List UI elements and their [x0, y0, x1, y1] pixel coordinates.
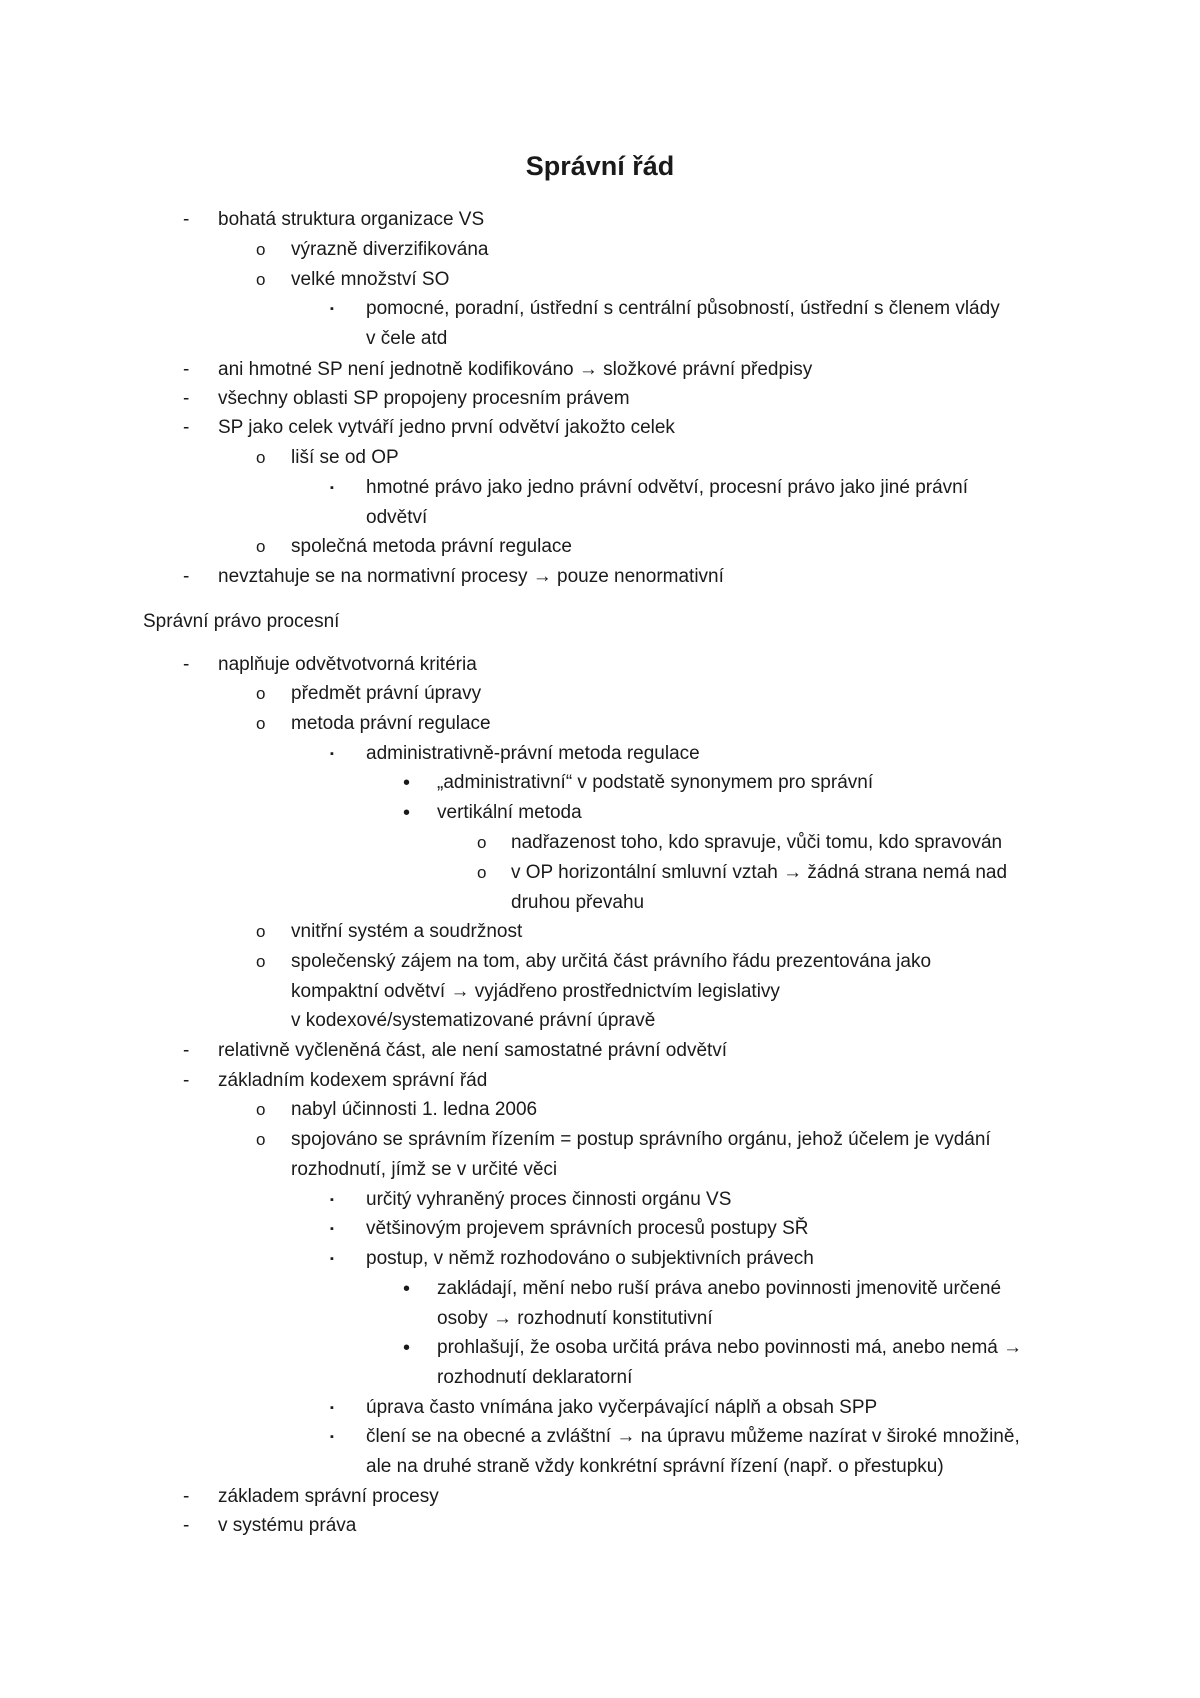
dash-bullet-icon: -	[183, 1515, 190, 1536]
dash-bullet-icon: -	[183, 566, 190, 587]
list-item-text: osoby → rozhodnutí konstitutivní	[437, 1308, 713, 1329]
list-item	[0, 679, 1200, 709]
circle-bullet-icon: o	[477, 833, 487, 852]
list-item-text: základem správní procesy	[218, 1486, 439, 1507]
list-item-text: ani hmotné SP není jednotně kodifikováno → složkové právní předpisy	[218, 359, 813, 380]
list-item-text: většinovým projevem správních procesů postupy SŘ	[366, 1218, 809, 1239]
list-item	[0, 947, 1200, 977]
dot-bullet-icon: •	[403, 1337, 411, 1359]
list-item	[0, 977, 1200, 1007]
list-item	[0, 828, 1200, 858]
list-item	[0, 1125, 1200, 1155]
list-item	[0, 858, 1200, 888]
list-item-text: výrazně diverzifikována	[291, 239, 489, 260]
list-item-text: člení se na obecné a zvláštní → na úpravu můžeme nazírat v široké množině,	[366, 1426, 1020, 1447]
list-item	[0, 1482, 1200, 1512]
square-bullet-icon: ▪	[330, 1402, 334, 1414]
list-item	[0, 443, 1200, 473]
list-item-text: druhou převahu	[511, 892, 645, 913]
circle-bullet-icon: o	[256, 714, 266, 733]
list-item-text: relativně vyčleněná část, ale není samostatné právní odvětví	[218, 1040, 728, 1061]
list-item-text: rozhodnutí deklaratorní	[437, 1367, 633, 1388]
list-item	[0, 1185, 1200, 1215]
circle-bullet-icon: o	[256, 922, 266, 941]
list-item-text: nadřazenost toho, kdo spravuje, vůči tomu, kdo spravován	[511, 832, 1003, 853]
list-item	[0, 324, 1200, 354]
list-item-text: administrativně-právní metoda regulace	[366, 743, 700, 764]
dash-bullet-icon: -	[183, 1486, 190, 1507]
list-item	[0, 798, 1200, 828]
list-item	[0, 1511, 1200, 1541]
list-item	[0, 503, 1200, 533]
list-item-text: základním kodexem správní řád	[218, 1070, 488, 1091]
list-item-text: společenský zájem na tom, aby určitá část právního řádu prezentována jako	[291, 951, 932, 972]
list-item-text: odvětví	[366, 507, 428, 528]
dot-bullet-icon: •	[403, 802, 411, 824]
list-item-text: společná metoda právní regulace	[291, 536, 572, 557]
list-item	[0, 1452, 1200, 1482]
square-bullet-icon: ▪	[330, 482, 334, 494]
list-item-text: zakládají, mění nebo ruší práva anebo povinnosti jmenovitě určené	[437, 1278, 1002, 1299]
list-item-text: určitý vyhraněný proces činnosti orgánu VS	[366, 1189, 732, 1210]
list-item	[0, 1363, 1200, 1393]
list-item	[0, 1095, 1200, 1125]
list-item	[0, 294, 1200, 324]
list-item	[0, 1066, 1200, 1096]
list-item	[0, 1274, 1200, 1304]
list-item	[0, 413, 1200, 443]
list-item	[0, 1333, 1200, 1363]
list-item	[0, 1393, 1200, 1423]
list-item	[0, 1304, 1200, 1334]
list-item-text: metoda právní regulace	[291, 713, 491, 734]
circle-bullet-icon: o	[256, 1100, 266, 1119]
circle-bullet-icon: o	[256, 448, 266, 467]
list-item	[0, 384, 1200, 414]
list-item-text: v OP horizontální smluvní vztah → žádná strana nemá nad	[511, 862, 1008, 883]
list-item-text: velké množství SO	[291, 269, 450, 290]
dash-bullet-icon: -	[183, 209, 190, 230]
list-item	[0, 1422, 1200, 1452]
list-item-text: liší se od OP	[291, 447, 399, 468]
circle-bullet-icon: o	[256, 1130, 266, 1149]
section-heading: Správní právo procesní	[143, 611, 340, 632]
list-item	[0, 888, 1200, 918]
list-item	[0, 709, 1200, 739]
list-item-text: pomocné, poradní, ústřední s centrální působností, ústřední s členem vlády	[366, 298, 1000, 319]
list-item-text: rozhodnutí, jímž se v určité věci	[291, 1159, 558, 1180]
list-item	[0, 1214, 1200, 1244]
square-bullet-icon: ▪	[330, 1194, 334, 1206]
list-item	[0, 562, 1200, 592]
list-item-text: postup, v němž rozhodováno o subjektivních právech	[366, 1248, 814, 1269]
list-item-text: v systému práva	[218, 1515, 357, 1536]
circle-bullet-icon: o	[256, 240, 266, 259]
list-item	[0, 1036, 1200, 1066]
list-item-text: v kodexové/systematizované právní úpravě	[291, 1010, 656, 1031]
list-item-text: úprava často vnímána jako vyčerpávající náplň a obsah SPP	[366, 1397, 878, 1418]
dash-bullet-icon: -	[183, 359, 190, 380]
list-item-text: předmět právní úpravy	[291, 683, 482, 704]
square-bullet-icon: ▪	[330, 748, 334, 760]
list-item-text: kompaktní odvětví → vyjádřeno prostřednictvím legislativy	[291, 981, 780, 1002]
list-item	[0, 650, 1200, 680]
dash-bullet-icon: -	[183, 654, 190, 675]
list-item	[0, 917, 1200, 947]
dash-bullet-icon: -	[183, 1070, 190, 1091]
dash-bullet-icon: -	[183, 417, 190, 438]
square-bullet-icon: ▪	[330, 1431, 334, 1443]
list-item-text: naplňuje odvětvotvorná kritéria	[218, 654, 477, 675]
circle-bullet-icon: o	[256, 952, 266, 971]
list-item-text: ale na druhé straně vždy konkrétní správní řízení (např. o přestupku)	[366, 1456, 944, 1477]
list-item-text: SP jako celek vytváří jedno první odvětví jakožto celek	[218, 417, 675, 438]
square-bullet-icon: ▪	[330, 1253, 334, 1265]
list-item-text: všechny oblasti SP propojeny procesním právem	[218, 388, 630, 409]
list-item	[0, 235, 1200, 265]
list-item	[0, 473, 1200, 503]
page-title: Správní řád	[525, 151, 675, 181]
list-item-text: nabyl účinnosti 1. ledna 2006	[291, 1099, 538, 1120]
list-item-text: hmotné právo jako jedno právní odvětví, procesní právo jako jiné právní	[366, 477, 969, 498]
dot-bullet-icon: •	[403, 772, 411, 794]
list-item	[0, 768, 1200, 798]
list-item-text: bohatá struktura organizace VS	[218, 209, 485, 230]
list-item	[0, 205, 1200, 235]
list-item	[0, 739, 1200, 769]
list-item	[0, 1006, 1200, 1036]
list-item	[0, 1244, 1200, 1274]
list-item-text: v čele atd	[366, 328, 448, 349]
square-bullet-icon: ▪	[330, 303, 334, 315]
list-item-text: vertikální metoda	[437, 802, 582, 823]
list-item-text: „administrativní“ v podstatě synonymem pro správní	[437, 772, 874, 793]
list-item-text: vnitřní systém a soudržnost	[291, 921, 523, 942]
list-item-text: nevztahuje se na normativní procesy → pouze nenormativní	[218, 566, 724, 587]
dash-bullet-icon: -	[183, 1040, 190, 1061]
list-item	[0, 1155, 1200, 1185]
list-item	[0, 265, 1200, 295]
list-item-text: spojováno se správním řízením = postup správního orgánu, jehož účelem je vydání	[291, 1129, 991, 1150]
square-bullet-icon: ▪	[330, 1223, 334, 1235]
circle-bullet-icon: o	[256, 537, 266, 556]
dot-bullet-icon: •	[403, 1278, 411, 1300]
circle-bullet-icon: o	[256, 684, 266, 703]
list-item-text: prohlašují, že osoba určitá práva nebo povinnosti má, anebo nemá →	[437, 1337, 1023, 1358]
circle-bullet-icon: o	[477, 863, 487, 882]
list-item	[0, 355, 1200, 385]
circle-bullet-icon: o	[256, 270, 266, 289]
dash-bullet-icon: -	[183, 388, 190, 409]
list-item	[0, 532, 1200, 562]
